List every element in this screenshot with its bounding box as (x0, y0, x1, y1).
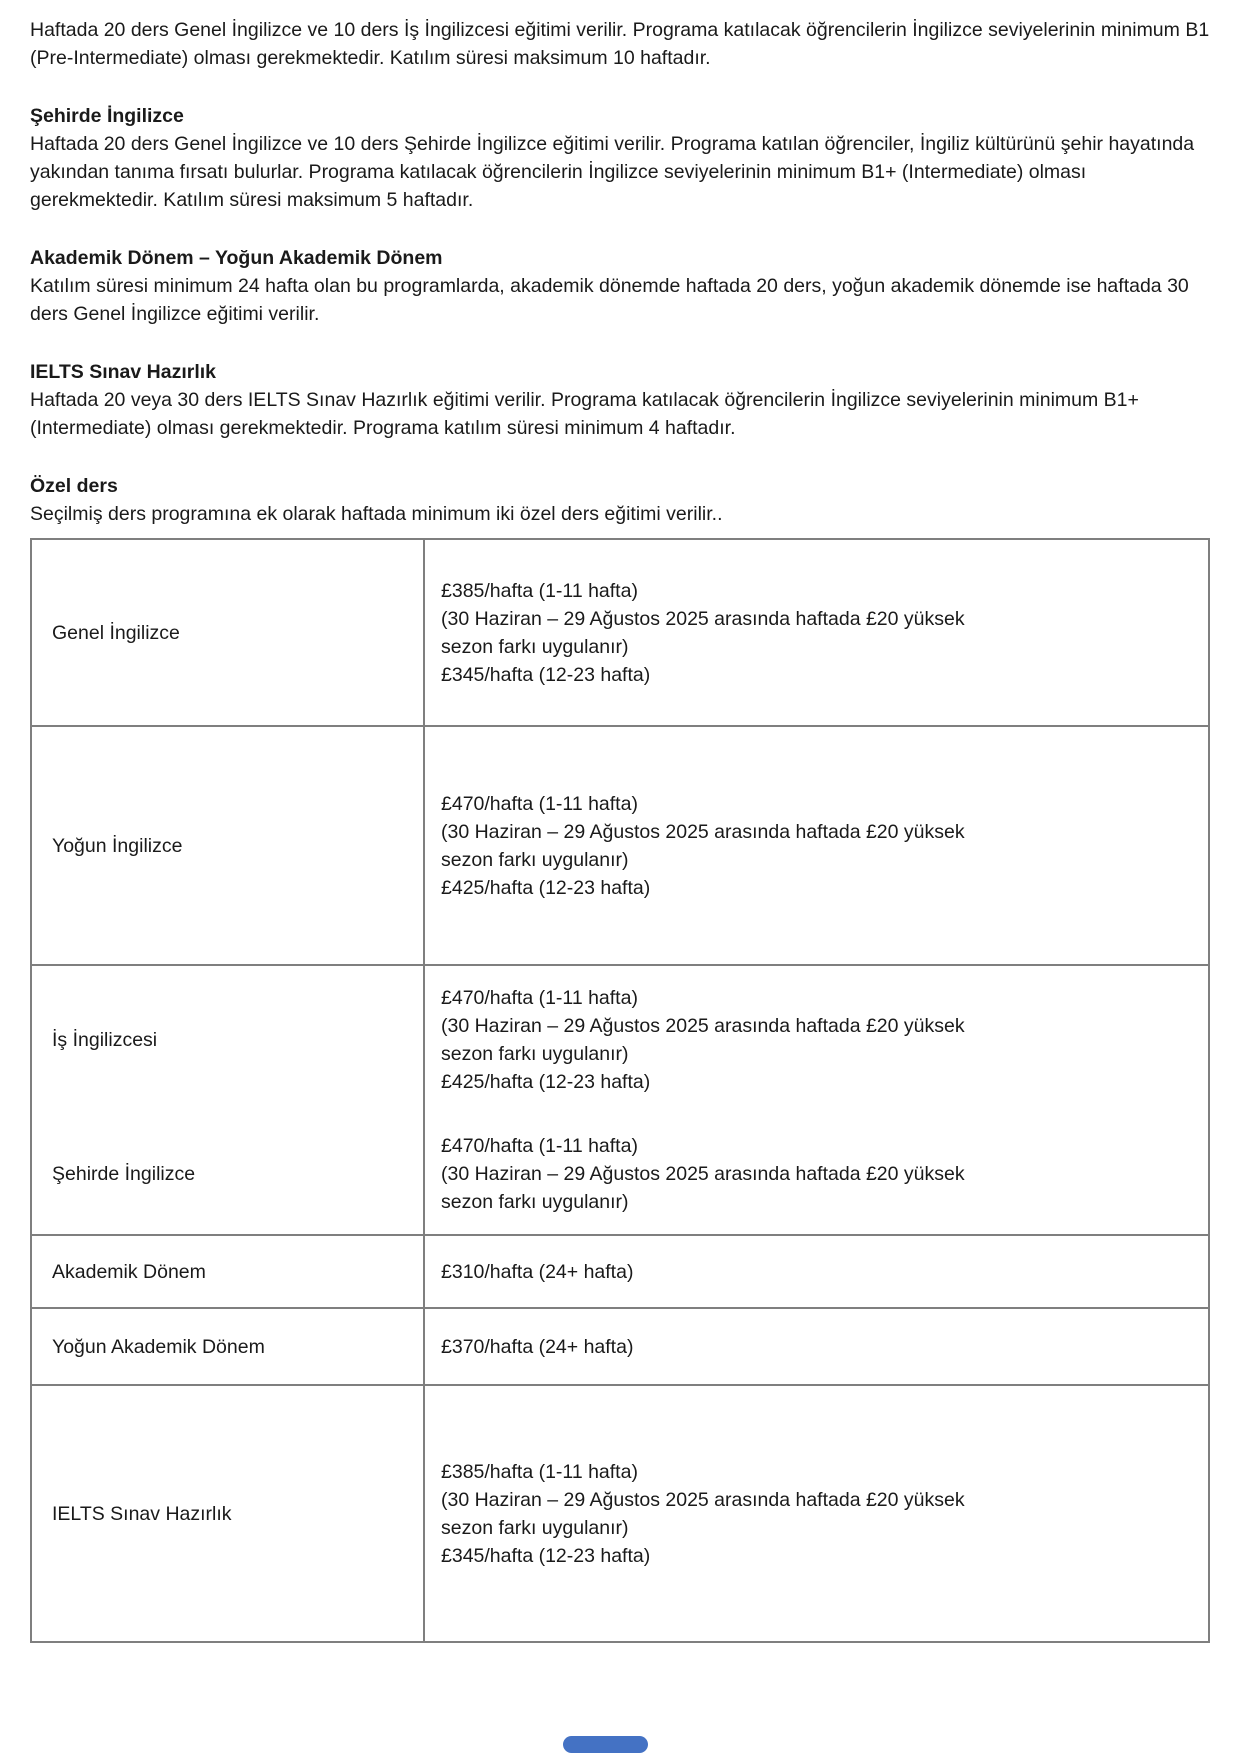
price-cell (425, 1309, 1208, 1384)
table-row-ielts-sinav-hazirlik (32, 1386, 1208, 1641)
course-name: Yoğun İngilizce (52, 834, 183, 857)
course-name: Akademik Dönem (52, 1260, 206, 1283)
section-paragraph: Seçilmiş ders programına ek olarak haftada minimum iki özel ders eğitimi verilir.. (30, 503, 723, 525)
table-row-is-ingilizcesi-sehirde-ingilizce (32, 966, 1208, 1236)
section-heading-ozel-ders: Özel ders (30, 475, 118, 497)
course-name-cell (32, 540, 425, 725)
course-name: Yoğun Akademik Dönem (52, 1335, 265, 1358)
table-row-yogun-ingilizce (32, 727, 1208, 966)
price-line: £425/hafta (12-23 hafta) (441, 1071, 651, 1093)
price-line: (30 Haziran – 29 Ağustos 2025 arasında haftada £20 yüksek sezon farkı uygulanır) (441, 1015, 965, 1065)
section-heading-ielts-sinav-hazirlik: IELTS Sınav Hazırlık (30, 361, 217, 383)
price-cell (425, 1114, 1208, 1234)
course-name-cell (32, 1386, 425, 1641)
price-line: (30 Haziran – 29 Ağustos 2025 arasında haftada £20 yüksek sezon farkı uygulanır) (441, 1163, 965, 1213)
pricing-table (30, 538, 1210, 1643)
price-cell (425, 1236, 1208, 1307)
table-row-genel-ingilizce (32, 540, 1208, 727)
price-line: £345/hafta (12-23 hafta) (441, 663, 651, 686)
section-paragraph: Katılım süresi minimum 24 hafta olan bu programlarda, akademik dönemde haftada 20 ders, yoğun akademik dönemde ise haftada 30 ders Genel İngilizce eğitimi verilir. (30, 275, 1189, 325)
section-paragraph: Haftada 20 veya 30 ders IELTS Sınav Hazırlık eğitimi verilir. Programa katılacak öğrencilerin İngilizce seviyelerinin minimum B1+ (Intermediate) olması gerekmektedir. Programa katılım süresi minimum 4 haftadır. (30, 389, 1139, 439)
course-name: IELTS Sınav Hazırlık (52, 1502, 232, 1525)
course-name-cell (32, 727, 425, 964)
price-line: £470/hafta (1-11 hafta) (441, 1135, 638, 1157)
section-paragraph: Haftada 20 ders Genel İngilizce ve 10 ders Şehirde İngilizce eğitimi verilir. Programa katılan öğrenciler, İngiliz kültürünü şehir hayatında yakından tanıma fırsatı bulurlar. Programa katılacak öğrencilerin İngilizce seviyelerinin minimum B1+ (Intermediate) olması gerekmektedir. Katılım süresi maksimum 5 haftadır. (30, 133, 1195, 211)
course-name: Genel İngilizce (52, 621, 180, 644)
course-name-cell (32, 1309, 425, 1384)
price-cell (425, 540, 1208, 725)
course-name-cell (32, 1114, 425, 1234)
price-line: £470/hafta (1-11 hafta) (441, 792, 638, 815)
course-name: İş İngilizcesi (52, 1029, 158, 1051)
section-heading-sehirde-ingilizce: Şehirde İngilizce (30, 105, 184, 127)
table-row-yogun-akademik-donem (32, 1309, 1208, 1386)
price-line: (30 Haziran – 29 Ağustos 2025 arasında haftada £20 yüksek sezon farkı uygulanır) (441, 607, 965, 658)
course-name-cell (32, 1236, 425, 1307)
price-cell (425, 727, 1208, 964)
price-line: £470/hafta (1-11 hafta) (441, 987, 638, 1009)
price-line: £345/hafta (12-23 hafta) (441, 1544, 651, 1567)
price-line: £310/hafta (24+ hafta) (441, 1260, 634, 1283)
price-line: (30 Haziran – 29 Ağustos 2025 arasında haftada £20 yüksek sezon farkı uygulanır) (441, 1488, 965, 1539)
course-name: Şehirde İngilizce (52, 1163, 196, 1185)
price-line: £425/hafta (12-23 hafta) (441, 876, 651, 899)
price-line: (30 Haziran – 29 Ağustos 2025 arasında haftada £20 yüksek sezon farkı uygulanır) (441, 820, 965, 871)
scroll-indicator-pill (563, 1736, 648, 1753)
section-heading-akademik-donem: Akademik Dönem – Yoğun Akademik Dönem (30, 247, 443, 269)
price-line: £385/hafta (1-11 hafta) (441, 1460, 638, 1483)
price-line: £385/hafta (1-11 hafta) (441, 579, 638, 602)
price-cell (425, 1386, 1208, 1641)
table-row-akademik-donem (32, 1236, 1208, 1309)
intro-paragraph: Haftada 20 ders Genel İngilizce ve 10 ders İş İngilizcesi eğitimi verilir. Programa katılacak öğrencilerin İngilizce seviyelerinin minimum B1 (Pre-Intermediate) olması gerekmektedir. Katılım süresi maksimum 10 haftadır. (30, 19, 1210, 69)
price-line: £370/hafta (24+ hafta) (441, 1335, 634, 1358)
price-cell (425, 966, 1208, 1114)
course-name-cell (32, 966, 425, 1114)
